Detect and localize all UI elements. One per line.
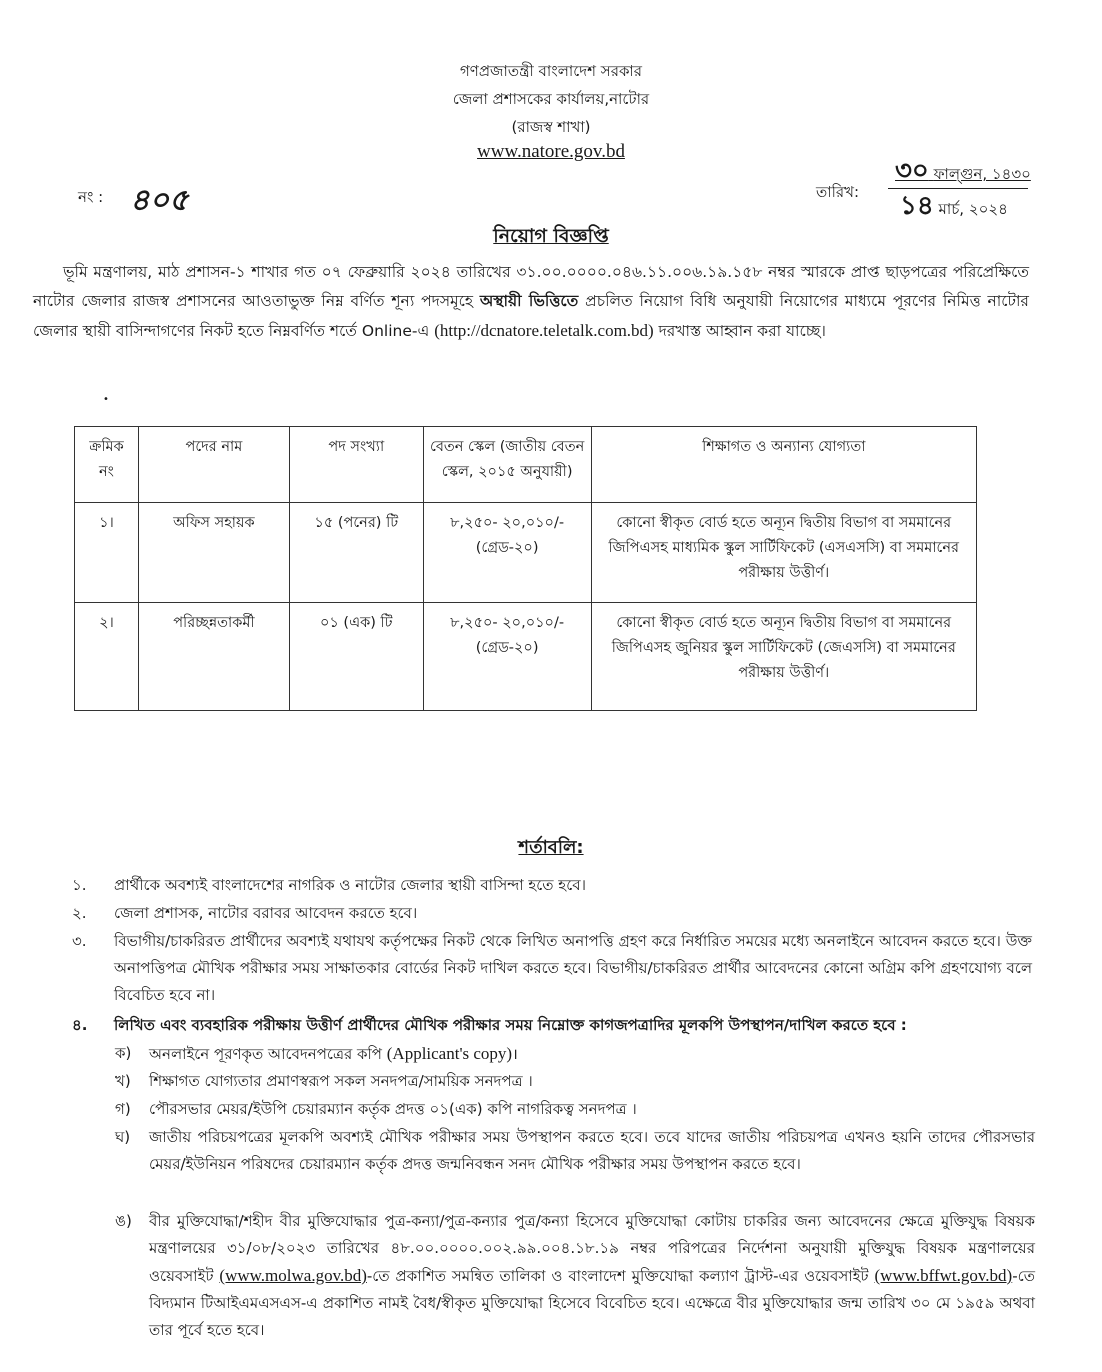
row-count: ১৫ (পনের) টি [289,503,423,603]
table-row [75,503,977,603]
sub-item [115,1068,1035,1095]
header-serial: ক্রমিক নং [75,427,139,503]
header-post: পদের নাম [138,427,289,503]
row-serial: ২। [75,603,139,711]
bffwt-link[interactable]: (www.bffwt.gov.bd) [874,1266,1013,1285]
condition-number: ৩. [72,932,87,950]
date-bangla-day: ৩০ [895,156,929,186]
condition-number: ২. [72,904,87,922]
header-qualification: শিক্ষাগত ও অন্যান্য যোগ্যতা [591,427,976,503]
row-qualification: কোনো স্বীকৃত বোর্ড হতে অন্যূন দ্বিতীয় বিভাগ বা সমমানের জিপিএসহ মাধ্যমিক স্কুল সার্টিফিকেট (এসএসসি) বা সমমানের পরীক্ষায় উত্তীর্ণ। [591,503,976,603]
condition-number: ৪. [72,1016,88,1034]
sub-item [115,1124,1035,1178]
condition-item [72,900,1032,927]
memo-no-label: নং : [78,188,104,206]
row-qualification: কোনো স্বীকৃত বোর্ড হতে অন্যূন দ্বিতীয় বিভাগ বা সমমানের জিপিএসহ জুনিয়র স্কুল সার্টিফিকেট (জেএসসি) বা সমমানের পরীক্ষায় উত্তীর্ণ। [591,603,976,711]
notice-intro [33,258,1029,346]
sub-item-tail: । [512,1045,518,1063]
branch-name: (রাজস্ব শাখা) [511,118,591,136]
date-english-month: মার্চ, ২০২৪ [938,200,1008,218]
notice-title: নিয়োগ বিজ্ঞপ্তি [493,225,609,247]
sub-item [115,1096,1035,1123]
table-row [75,603,977,711]
vacancy-table [74,426,977,711]
date-label: তারিখ: [816,183,860,201]
condition-text: লিখিত এবং ব্যবহারিক পরীক্ষায় উত্তীর্ণ প্রার্থীদের মৌখিক পরীক্ষার সময় নিম্নোক্ত কাগজপত্রাদির মূলকপি উপস্থাপন/দাখিল করতে হবে : [114,1016,907,1034]
sub-item-marker: ক) [115,1044,132,1062]
sub-item-text: অনলাইনে পূরণকৃত আবেদনপত্রের কপি [149,1045,382,1063]
intro-text-3: দরখাস্ত আহ্বান করা যাচ্ছে। [658,322,826,340]
date-divider [888,188,1028,189]
condition-number: ১. [72,876,87,894]
sub-item [115,1040,1035,1068]
sub-item-marker: ঙ) [115,1212,132,1230]
header-pay-scale: বেতন স্কেল (জাতীয় বেতন স্কেল, ২০১৫ অনুযায়ী) [423,427,591,503]
sub-item-text: শিক্ষাগত যোগ্যতার প্রমাণস্বরূপ সকল সনদপত্র/সাময়িক সনদপত্র । [149,1072,533,1090]
conditions-title: শর্তাবলি: [518,837,584,858]
intro-bold: অস্থায়ী ভিত্তিতে [479,292,579,310]
govt-name: গণপ্রজাতন্ত্রী বাংলাদেশ সরকার [459,62,643,80]
intro-text-1: ভূমি মন্ত্রণালয়, মাঠ প্রশাসন-১ শাখার গত ০৭ ফেব্রুয়ারি ২০২৪ তারিখের ৩১.০০.০০০০.০৪৬.১১.০০৬.১৯.১৫৮ নম্বর স্মারকে প্রাপ্ত ছাড়পত্রের পরিপ্রেক্ষিতে নাটোর জেলার রাজস্ব প্রশাসনের আওতাভুক্ত নিম্ন বর্ণিত শূন্য পদসমূহে [33,263,1029,310]
sub-item-text: পৌরসভার মেয়র/ইউপি চেয়ারম্যান কর্তৃক প্রদত্ত ০১(এক) কপি নাগরিকত্ব সনদপত্র । [149,1100,637,1118]
molwa-link[interactable]: (www.molwa.gov.bd) [219,1266,367,1285]
website-link[interactable]: www.natore.gov.bd [477,141,625,162]
intro-text-2: প্রচলিত নিয়োগ বিধি অনুযায়ী নিয়োগের মাধ্যমে পূরণের নিমিত্ত নাটোর জেলার স্থায়ী বাসিন্দাগণের নিকট হতে নিম্নবর্ণিত শর্তে Online-এ [33,292,1029,340]
condition-text: জেলা প্রশাসক, নাটোর বরাবর আবেদন করতে হবে। [114,904,418,922]
row-post: অফিস সহায়ক [138,503,289,603]
condition-item [72,1012,1032,1039]
intro-link[interactable]: (http://dcnatore.teletalk.com.bd) [434,321,654,340]
row-pay: ৮,২৫০- ২০,০১০/- (গ্রেড-২০) [423,603,591,711]
condition-item [72,928,1032,1009]
condition-text: প্রার্থীকে অবশ্যই বাংলাদেশের নাগরিক ও নাটোর জেলার স্থায়ী বাসিন্দা হতে হবে। [114,876,586,894]
sub-item-text: বীর মুক্তিযোদ্ধা/শহীদ বীর মুক্তিযোদ্ধার পুত্র-কন্যা/পুত্র-কন্যার পুত্র/কন্যা হিসেবে মুক্তিযোদ্ধা কোটায় চাকরির জন্য আবেদনের ক্ষেত্রে মুক্তিযুদ্ধ বিষয়ক মন্ত্রণালয়ের ৩১/০৮/২০২৩ তারিখের ৪৮.০০.০০০০.০০২.৯৯.০০৪.১৮.১৯ নম্বর পরিপত্রের নির্দেশনা অনুযায়ী মুক্তিযুদ্ধ বিষয়ক মন্ত্রণালয়ের ওয়েবসাইট [149,1212,1035,1285]
condition-item [72,872,1032,899]
condition-text: বিভাগীয়/চাকরিরত প্রার্থীদের অবশ্যই যথাযথ কর্তৃপক্ষের নিকট থেকে লিখিত অনাপত্তি গ্রহণ করে নির্ধারিত সময়ের মধ্যে অনলাইনে আবেদন করতে হবে। উক্ত অনাপত্তিপত্র মৌখিক পরীক্ষার সময় সাক্ষাতকার বোর্ডের নিকট দাখিল করতে হবে। বিভাগীয়/চাকরিরত প্রার্থীর আবেদনের কোনো অগ্রিম কপি গ্রহণযোগ্য বলে বিবেচিত হবে না। [114,932,1032,1004]
sub-item-marker: ঘ) [115,1128,131,1146]
memo-no-value: ৪০৫ [130,183,189,218]
sub-item-text-end: -তে বিদ্যমান টিআইএমএসএস-এ প্রকাশিত নামই বৈধ/স্বীকৃত মুক্তিযোদ্ধা হিসেবে বিবেচিত হবে। এক্ষেত্রে বীর মুক্তিযোদ্ধার জন্ম তারিখ ৩০ মে ১৯৫৯ অথবা তার পূর্বে হতে হবে। [149,1267,1035,1339]
row-serial: ১। [75,503,139,603]
stray-mark: • [103,394,109,405]
sub-item-text-mid: -তে প্রকাশিত সমন্বিত তালিকা ও বাংলাদেশ মুক্তিযোদ্ধা কল্যাণ ট্রাস্ট-এর ওয়েবসাইট [366,1267,869,1285]
row-pay: ৮,২৫০- ২০,০১০/- (গ্রেড-২০) [423,503,591,603]
office-name: জেলা প্রশাসকের কার্যালয়,নাটোর [452,90,650,108]
sub-item-marker: গ) [115,1100,131,1118]
applicant-copy-label: (Applicant's copy) [386,1044,513,1063]
sub-item [115,1208,1035,1344]
date-english-day: ১৪ [900,191,934,221]
date-bangla-month: ফাল্গুন, ১৪৩০ [933,165,1031,183]
sub-item-text: জাতীয় পরিচয়পত্রের মূলকপি অবশ্যই মৌখিক পরীক্ষার সময় উপস্থাপন করতে হবে। তবে যাদের জাতীয় পরিচয়পত্র এখনও হয়নি তাদের পৌরসভার মেয়র/ইউনিয়ন পরিষদের চেয়ারম্যান কর্তৃক প্রদত্ত জন্মনিবন্ধন সনদ মৌখিক পরীক্ষার সময় উপস্থাপন করতে হবে। [149,1128,1035,1173]
table-header-row [75,427,977,503]
header-count: পদ সংখ্যা [289,427,423,503]
row-count: ০১ (এক) টি [289,603,423,711]
sub-item-marker: খ) [115,1072,131,1090]
row-post: পরিচ্ছন্নতাকর্মী [138,603,289,711]
